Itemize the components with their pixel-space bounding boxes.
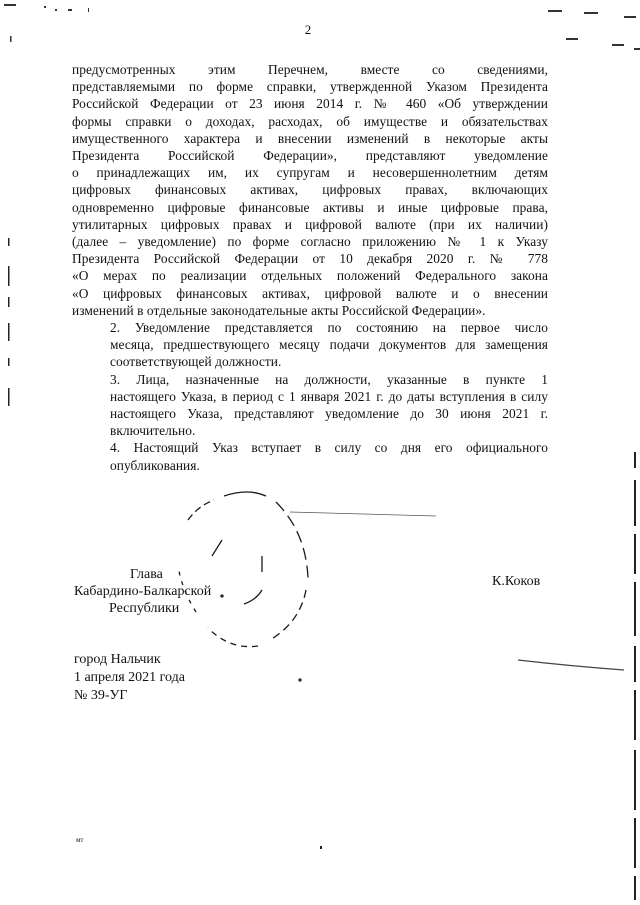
text-line: одновременно цифровые финансовые активы и иные цифровые права, bbox=[72, 199, 548, 215]
footer-number: № 39-УГ bbox=[74, 688, 128, 703]
text-line: Президента Российской Федерации», представляют уведомление bbox=[72, 148, 548, 164]
text-line: «О мерах по реализации отдельных положений Федерального закона bbox=[72, 268, 548, 284]
text-line: настоящего Указа, в период с 1 января 2021 г. до даты вступления в силу bbox=[110, 388, 548, 404]
signature-title-line: Республики bbox=[109, 601, 180, 616]
text-line: опубликования. bbox=[110, 457, 200, 473]
paragraph bbox=[72, 371, 548, 440]
text-line: «О цифровых финансовых активах, цифровой валюте и о внесении bbox=[72, 285, 548, 301]
text-line: 4. Настоящий Указ вступает в силу со дня его официального bbox=[110, 440, 548, 456]
signatory-name: К.Коков bbox=[492, 574, 541, 589]
paragraph bbox=[72, 61, 548, 319]
text-line: предусмотренных этим Перечнем, вместе со сведениями, bbox=[72, 62, 548, 77]
paragraph bbox=[72, 319, 548, 371]
footer-date: 1 апреля 2021 года bbox=[74, 670, 185, 685]
document-code-mark: мт bbox=[76, 836, 84, 844]
text-line: настоящего Указа, представляют уведомление до 30 июня 2021 г. bbox=[110, 406, 548, 422]
text-line: утилитарных цифровых правах и цифровой валюте (при их наличии) bbox=[72, 216, 548, 232]
decree-body bbox=[72, 61, 548, 474]
text-line: включительно. bbox=[110, 423, 196, 439]
footer-city: город Нальчик bbox=[74, 652, 161, 667]
text-line: 3. Лица, назначенные на должности, указанные в пункте 1 bbox=[110, 371, 548, 387]
text-line: соответствующей должности. bbox=[110, 354, 282, 370]
signature-title-line: Глава bbox=[130, 567, 163, 582]
text-line: цифровых финансовых активах, цифровых правах, включающих bbox=[72, 182, 548, 198]
text-line: (далее – уведомление) по форме согласно приложению № 1 к Указу bbox=[72, 234, 548, 250]
text-line: представляемыми по форме справки, утвержденной Указом Президента bbox=[72, 79, 548, 95]
text-line: 2. Уведомление представляется по состоянию на первое число bbox=[110, 320, 548, 336]
text-line: месяца, предшествующего месяцу подачи документов для замещения bbox=[110, 337, 548, 353]
page-number: 2 bbox=[304, 22, 312, 37]
text-line: о принадлежащих им, их супругам и несовершеннолетним детям bbox=[72, 165, 548, 181]
text-line: изменений в отдельные законодательные акты Российской Федерации». bbox=[72, 302, 486, 318]
text-line: имущественного характера и внесении изменений в некоторые акты bbox=[72, 130, 548, 146]
document-footer bbox=[74, 651, 185, 705]
signature-title-line: Кабардино-Балкарской bbox=[74, 584, 212, 599]
text-line: Президента Российской Федерации от 10 декабря 2020 г. № 778 bbox=[72, 251, 548, 267]
text-line: формы справки о доходах, расходах, об имуществе и обязательствах bbox=[72, 113, 548, 129]
paragraph bbox=[72, 439, 548, 473]
text-line: Российской Федерации от 23 июня 2014 г. № 460 «Об утверждении bbox=[72, 96, 548, 112]
